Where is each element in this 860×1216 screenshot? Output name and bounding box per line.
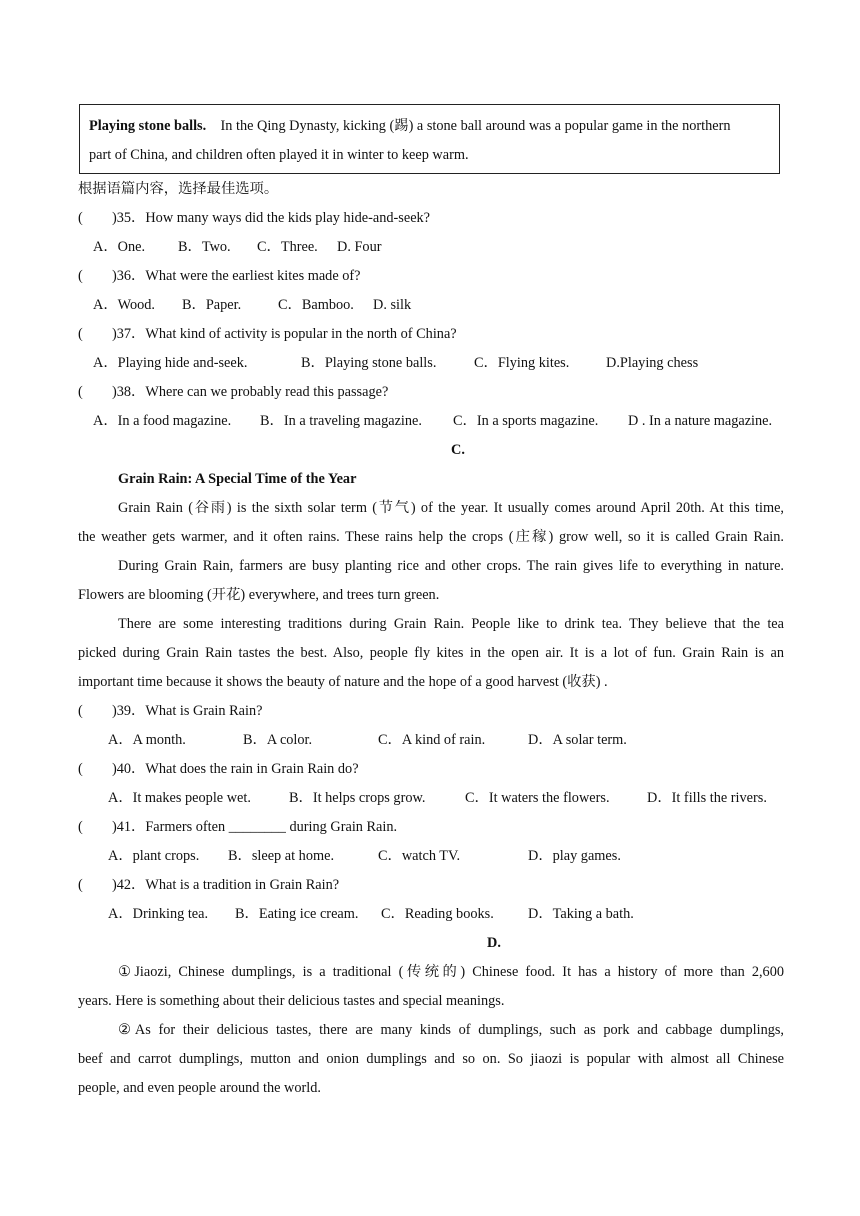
option: C．watch TV. [378, 848, 461, 864]
option: C．Flying kites. [474, 355, 570, 371]
option: B．In a traveling magazine. [260, 413, 422, 429]
option: D.Playing chess [606, 355, 699, 371]
question-36: ( )36．What were the earliest kites made of? [78, 268, 361, 284]
option: A．Wood. [93, 297, 155, 313]
paragraph-line: ②As for their delicious tastes, there are many kinds of dumplings, such as pork and cabbage dumplings, [118, 1022, 784, 1038]
option: B．It helps crops grow. [289, 790, 426, 806]
question-37: ( )37．What kind of activity is popular in the north of China? [78, 326, 457, 342]
box-heading: Playing stone balls. [89, 118, 207, 134]
option: A．plant crops. [108, 848, 200, 864]
option: A．Playing hide and-seek. [93, 355, 248, 371]
question-42: ( )42．What is a tradition in Grain Rain? [78, 877, 340, 893]
option: D. silk [373, 297, 412, 313]
option: D．play games. [528, 848, 621, 864]
box-text-2: part of China, and children often played it in winter to keep warm. [89, 147, 469, 163]
option: C．In a sports magazine. [453, 413, 599, 429]
paragraph-line: the weather gets warmer, and it often rains. These rains help the crops (庄稼) grow well, so it is called Grain Rain. [78, 529, 784, 545]
option: C．A kind of rain. [378, 732, 486, 748]
question-40: ( )40．What does the rain in Grain Rain do? [78, 761, 359, 777]
option: B．sleep at home. [228, 848, 335, 864]
option: B．Paper. [182, 297, 242, 313]
option: C．Three. [257, 239, 318, 255]
paragraph-line: There are some interesting traditions during Grain Rain. People like to drink tea. They believe that the tea [118, 616, 784, 632]
option: C．Bamboo. [278, 297, 354, 313]
option: A．Drinking tea. [108, 906, 209, 922]
paragraph-line: picked during Grain Rain tastes the best. Also, people fly kites in the open air. It is a lot of fun. Grain Rain is an [78, 645, 784, 661]
paragraph-line: During Grain Rain, farmers are busy planting rice and other crops. The rain gives life to everything in nature. [118, 558, 784, 574]
option: D. Four [337, 239, 382, 255]
paragraph-line: Grain Rain (谷雨) is the sixth solar term (节气) of the year. It usually comes around April 20th. At this time, [118, 500, 784, 516]
option: B．Two. [178, 239, 231, 255]
paragraph-line: ①Jiaozi, Chinese dumplings, is a traditional (传统的) Chinese food. It has a history of more than 2,600 [118, 964, 784, 980]
option: D．It fills the rivers. [647, 790, 767, 806]
option: B．A color. [243, 732, 313, 748]
option: C．Reading books. [381, 906, 494, 922]
passage-title: Grain Rain: A Special Time of the Year [118, 471, 357, 487]
option: C．It waters the flowers. [465, 790, 610, 806]
section-d-label: D. [487, 935, 501, 951]
paragraph-line: Flowers are blooming (开花) everywhere, and trees turn green. [78, 587, 440, 603]
option: D . In a nature magazine. [628, 413, 773, 429]
option: B．Eating ice cream. [235, 906, 359, 922]
option: A．A month. [108, 732, 186, 748]
option: B．Playing stone balls. [301, 355, 437, 371]
paragraph-line: beef and carrot dumplings, mutton and onion dumplings and so on. So jiaozi is popular with almost all Chinese [78, 1051, 784, 1067]
option: D．A solar term. [528, 732, 627, 748]
option: A．In a food magazine. [93, 413, 232, 429]
paragraph-line: important time because it shows the beauty of nature and the hope of a good harvest (收获) . [78, 674, 608, 690]
box-text-1: In the Qing Dynasty, kicking (踢) a stone ball around was a popular game in the northern [220, 118, 731, 134]
paragraph-line: people, and even people around the world. [78, 1080, 321, 1096]
option: A．It makes people wet. [108, 790, 251, 806]
option: D．Taking a bath. [528, 906, 634, 922]
box-line-1 [89, 116, 731, 136]
question-41: ( )41．Farmers often ________ during Grain Rain. [78, 819, 398, 835]
question-39: ( )39．What is Grain Rain? [78, 703, 263, 719]
question-35: ( )35．How many ways did the kids play hide-and-seek? [78, 210, 431, 226]
paragraph-line: years. Here is something about their delicious tastes and special meanings. [78, 993, 505, 1009]
section-c-label: C. [451, 442, 465, 458]
option: A．One. [93, 239, 146, 255]
instruction: 根据语篇内容，选择最佳选项。 [78, 181, 279, 197]
question-38: ( )38．Where can we probably read this passage? [78, 384, 389, 400]
